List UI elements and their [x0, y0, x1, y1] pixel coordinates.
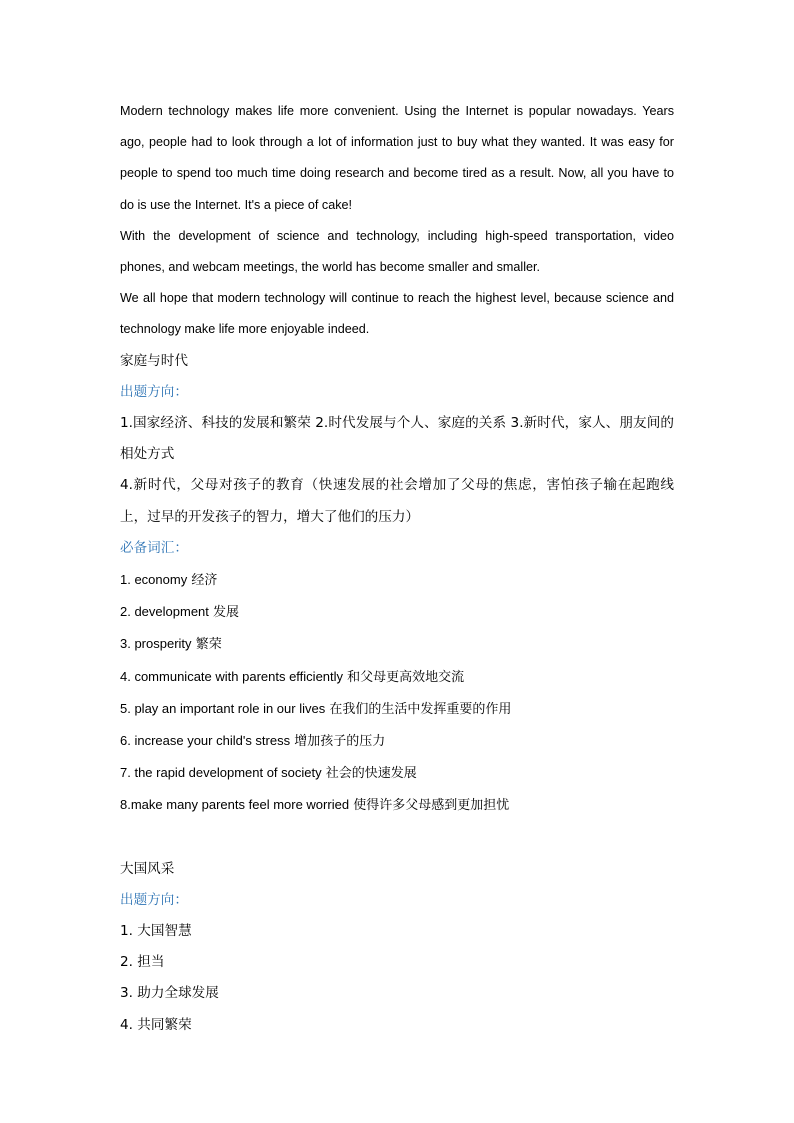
vocab-item-4 [120, 661, 674, 693]
vocab-chinese: 在我们的生活中发挥重要的作用 [329, 701, 512, 717]
section-2-item-1: 1. 大国智慧 [120, 923, 192, 940]
section-2-item-4: 4. 共同繁荣 [120, 1016, 192, 1033]
vocab-english: 7. the rapid development of society [120, 765, 322, 781]
intro-paragraph-2: With the development of science and technology, including high-speed transportation, video phones, and webcam meetings, the world has become smaller and smaller. [120, 228, 674, 275]
section-1-direction-label: 出题方向： [120, 383, 188, 400]
vocab-english: 2. development [120, 604, 209, 620]
vocab-english: 5. play an important role in our lives [120, 700, 326, 716]
section-1-direction-2: 4.新时代，父母对孩子的教育（快速发展的社会增加了父母的焦虑，害怕孩子输在起跑线上，过早的开发孩子的智力，增大了他们的压力） [120, 477, 674, 525]
vocab-chinese: 经济 [191, 573, 218, 589]
vocab-chinese: 增加孩子的压力 [294, 734, 386, 750]
vocab-english: 8.make many parents feel more worried [120, 797, 350, 813]
vocab-chinese: 繁荣 [195, 637, 222, 653]
section-2-title: 大国风采 [120, 860, 175, 877]
section-2-item-3: 3. 助力全球发展 [120, 985, 219, 1002]
intro-paragraph-3: We all hope that modern technology will continue to reach the highest level, because science and technology make life more enjoyable indeed. [120, 291, 674, 337]
section-1-vocab-label: 必备词汇： [120, 539, 188, 556]
section-2-item-2: 2. 担当 [120, 954, 165, 971]
section-1-title: 家庭与时代 [120, 352, 188, 369]
vocab-item-3 [120, 628, 674, 660]
section-2-direction-label: 出题方向： [120, 891, 188, 908]
vocab-chinese: 和父母更高效地交流 [347, 669, 465, 685]
intro-paragraph-1: Modern technology makes life more convenient. Using the Internet is popular nowadays. Years ago, people had to look through a lot of information just to buy what they wanted. It was easy for people to spend too much time doing research and become tired as a result. Now, all you have to do is use the Internet. It's a piece of cake! [120, 104, 674, 212]
vocab-item-8 [120, 789, 674, 821]
vocab-item-6 [120, 725, 674, 757]
vocab-chinese: 社会的快速发展 [325, 766, 417, 782]
vocab-item-5 [120, 693, 674, 725]
vocab-english: 1. economy [120, 572, 188, 588]
document-body [120, 96, 674, 1041]
section-1-direction-1: 1.国家经济、科技的发展和繁荣 2.时代发展与个人、家庭的关系 3.新时代，家人、朋友间的相处方式 [120, 415, 674, 463]
vocab-english: 4. communicate with parents efficiently [120, 668, 344, 684]
vocab-item-1 [120, 564, 674, 596]
vocab-item-2 [120, 596, 674, 628]
vocab-item-7 [120, 757, 674, 789]
section-spacer [120, 822, 674, 854]
vocab-chinese: 使得许多父母感到更加担忧 [353, 798, 510, 814]
vocab-chinese: 发展 [213, 605, 240, 621]
vocab-english: 3. prosperity [120, 636, 192, 652]
vocab-english: 6. increase your child's stress [120, 733, 291, 749]
